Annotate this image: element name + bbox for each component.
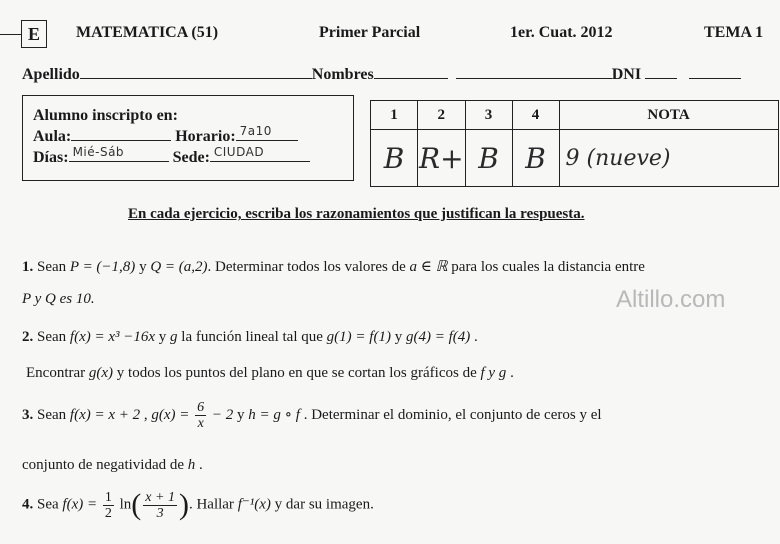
grade-header-4: 4	[512, 101, 559, 130]
f-and-g: f y g	[480, 365, 507, 381]
exam-name: Primer Parcial	[319, 24, 421, 41]
left-paren: (	[131, 488, 142, 521]
function-h: h = g ∘ f	[248, 406, 300, 423]
arg-denominator: 3	[156, 505, 164, 521]
function-f-4-pre: f(x) =	[62, 496, 101, 513]
grade-header-1: 1	[371, 101, 418, 130]
dias-value: Mié-Sáb	[72, 145, 125, 159]
function-g-3-post: − 2	[208, 406, 234, 423]
exercise-3-line-2	[22, 457, 203, 474]
exercise-4-text-a: Sea	[33, 496, 63, 513]
sede-value: CIUDAD	[213, 145, 265, 159]
exercise-3-text-b: . Determinar el dominio, el conjunto de ceros y el	[299, 406, 602, 423]
nombres-label: Nombres	[311, 66, 374, 83]
grade-value-4: B	[512, 130, 559, 187]
tema-line	[0, 34, 22, 35]
function-gx: g(x)	[88, 365, 114, 381]
grade-value-2: R+	[418, 130, 466, 187]
horario-value: 7a10	[239, 124, 272, 138]
fraction-6-over-x	[195, 400, 206, 431]
exercise-3-and: y	[233, 406, 249, 423]
exercise-1-line-1	[22, 257, 645, 276]
grade-header-3: 3	[465, 101, 512, 130]
exercise-1-number: 1.	[22, 259, 34, 275]
exercise-3-text-c: conjunto de negatividad de	[22, 457, 188, 473]
exercise-3-text-d: .	[195, 457, 203, 473]
horario-line	[236, 126, 298, 141]
half-numerator: 1	[104, 489, 112, 505]
right-paren: )	[178, 488, 189, 521]
dias-line	[69, 147, 169, 162]
horario-label: Horario:	[175, 128, 236, 145]
exercise-1-line-2: P y Q es 10.	[22, 291, 95, 307]
exercise-3-text-a: Sean	[33, 406, 70, 423]
nombres-line-2	[456, 64, 612, 79]
apellido-line	[80, 64, 312, 79]
grades-table	[370, 100, 779, 187]
apellido-label: Apellido	[22, 66, 80, 83]
instructions: En cada ejercicio, escriba los razonamientos que justifican la respuesta.	[128, 206, 585, 222]
fraction-denominator: x	[197, 416, 204, 431]
exercise-2-line-1	[22, 329, 478, 346]
tema-letter-box: E	[21, 20, 47, 48]
exercise-1-text-a: Sean	[33, 259, 70, 275]
exercise-3-line-1	[22, 400, 602, 431]
exercise-4-number: 4.	[22, 496, 34, 513]
condition-2: g(4) = f(4)	[405, 329, 471, 345]
exercise-2-text-b: y	[155, 329, 171, 345]
watermark: Altillo.com	[616, 286, 726, 313]
aula-line	[71, 126, 171, 141]
point-p: P = (−1,8)	[69, 259, 136, 275]
exam-term: 1er. Cuat. 2012	[510, 24, 613, 41]
fraction-one-half	[103, 490, 114, 521]
grades-value-row	[371, 130, 779, 187]
ln-symbol: ln	[115, 496, 132, 513]
function-f-2: f(x) = x³ −16x	[69, 329, 156, 345]
dias-label: Días:	[33, 149, 69, 166]
exercise-2-text-h: .	[506, 365, 514, 381]
enrollment-title: Alumno inscripto en:	[33, 107, 178, 124]
course-name: MATEMATICA (51)	[76, 24, 219, 41]
exercise-2-text-f: Encontrar	[26, 365, 89, 381]
exercise-1-text-b: . Determinar todos los valores de	[207, 259, 410, 275]
point-q: Q = (a,2)	[150, 259, 208, 275]
exercise-4-text-b: . Hallar	[188, 496, 238, 513]
exercise-3-sep: ,	[140, 406, 152, 423]
grade-header-2: 2	[418, 101, 466, 130]
condition-1: g(1) = f(1)	[326, 329, 391, 345]
exercise-2-text-g: y todos los puntos del plano en que se cortan los gráficos de	[113, 365, 481, 381]
grades-header-row	[371, 101, 779, 130]
function-h-2: h	[187, 457, 196, 473]
exercise-2-text-c: la función lineal tal que	[177, 329, 327, 345]
exercise-2-text-e: .	[470, 329, 478, 345]
grade-value-1: B	[371, 130, 418, 187]
function-g-2: g	[170, 329, 178, 345]
nombres-line-1	[374, 64, 448, 79]
inverse-function: f⁻¹(x)	[237, 496, 271, 513]
dni-line-2	[689, 64, 741, 79]
arg-numerator: x + 1	[145, 489, 175, 505]
enrollment-box	[22, 95, 354, 181]
nota-value: 9 (nueve)	[559, 130, 778, 187]
exercise-2-text-a: Sean	[33, 329, 70, 345]
sede-line	[210, 147, 310, 162]
name-fields-row	[22, 64, 741, 84]
exercise-1-and: y	[135, 259, 151, 275]
exercise-1-text-c: para los cuales la distancia entre	[447, 259, 645, 275]
exercise-2-number: 2.	[22, 329, 34, 345]
nota-header: NOTA	[559, 101, 778, 130]
exercise-4-line-1	[22, 488, 374, 522]
aula-label: Aula:	[33, 128, 72, 145]
exercise-4-text-c: y dar su imagen.	[270, 496, 374, 513]
tema-label: TEMA 1	[704, 24, 764, 41]
exercise-2-line-2	[26, 365, 514, 382]
function-f-3: f(x) = x + 2	[69, 406, 141, 423]
sede-label: Sede:	[172, 149, 210, 166]
exercise-3-number: 3.	[22, 406, 34, 423]
dni-line-1	[645, 64, 677, 79]
a-in-reals: a ∈ ℝ	[409, 259, 448, 275]
fraction-arg	[143, 490, 177, 521]
function-g-3-pre: g(x) =	[151, 406, 194, 423]
dias-row	[33, 147, 353, 168]
half-denominator: 2	[104, 505, 112, 521]
fraction-numerator: 6	[197, 400, 205, 415]
grade-value-3: B	[465, 130, 512, 187]
exercise-2-text-d: y	[390, 329, 406, 345]
dni-label: DNI	[611, 66, 642, 83]
